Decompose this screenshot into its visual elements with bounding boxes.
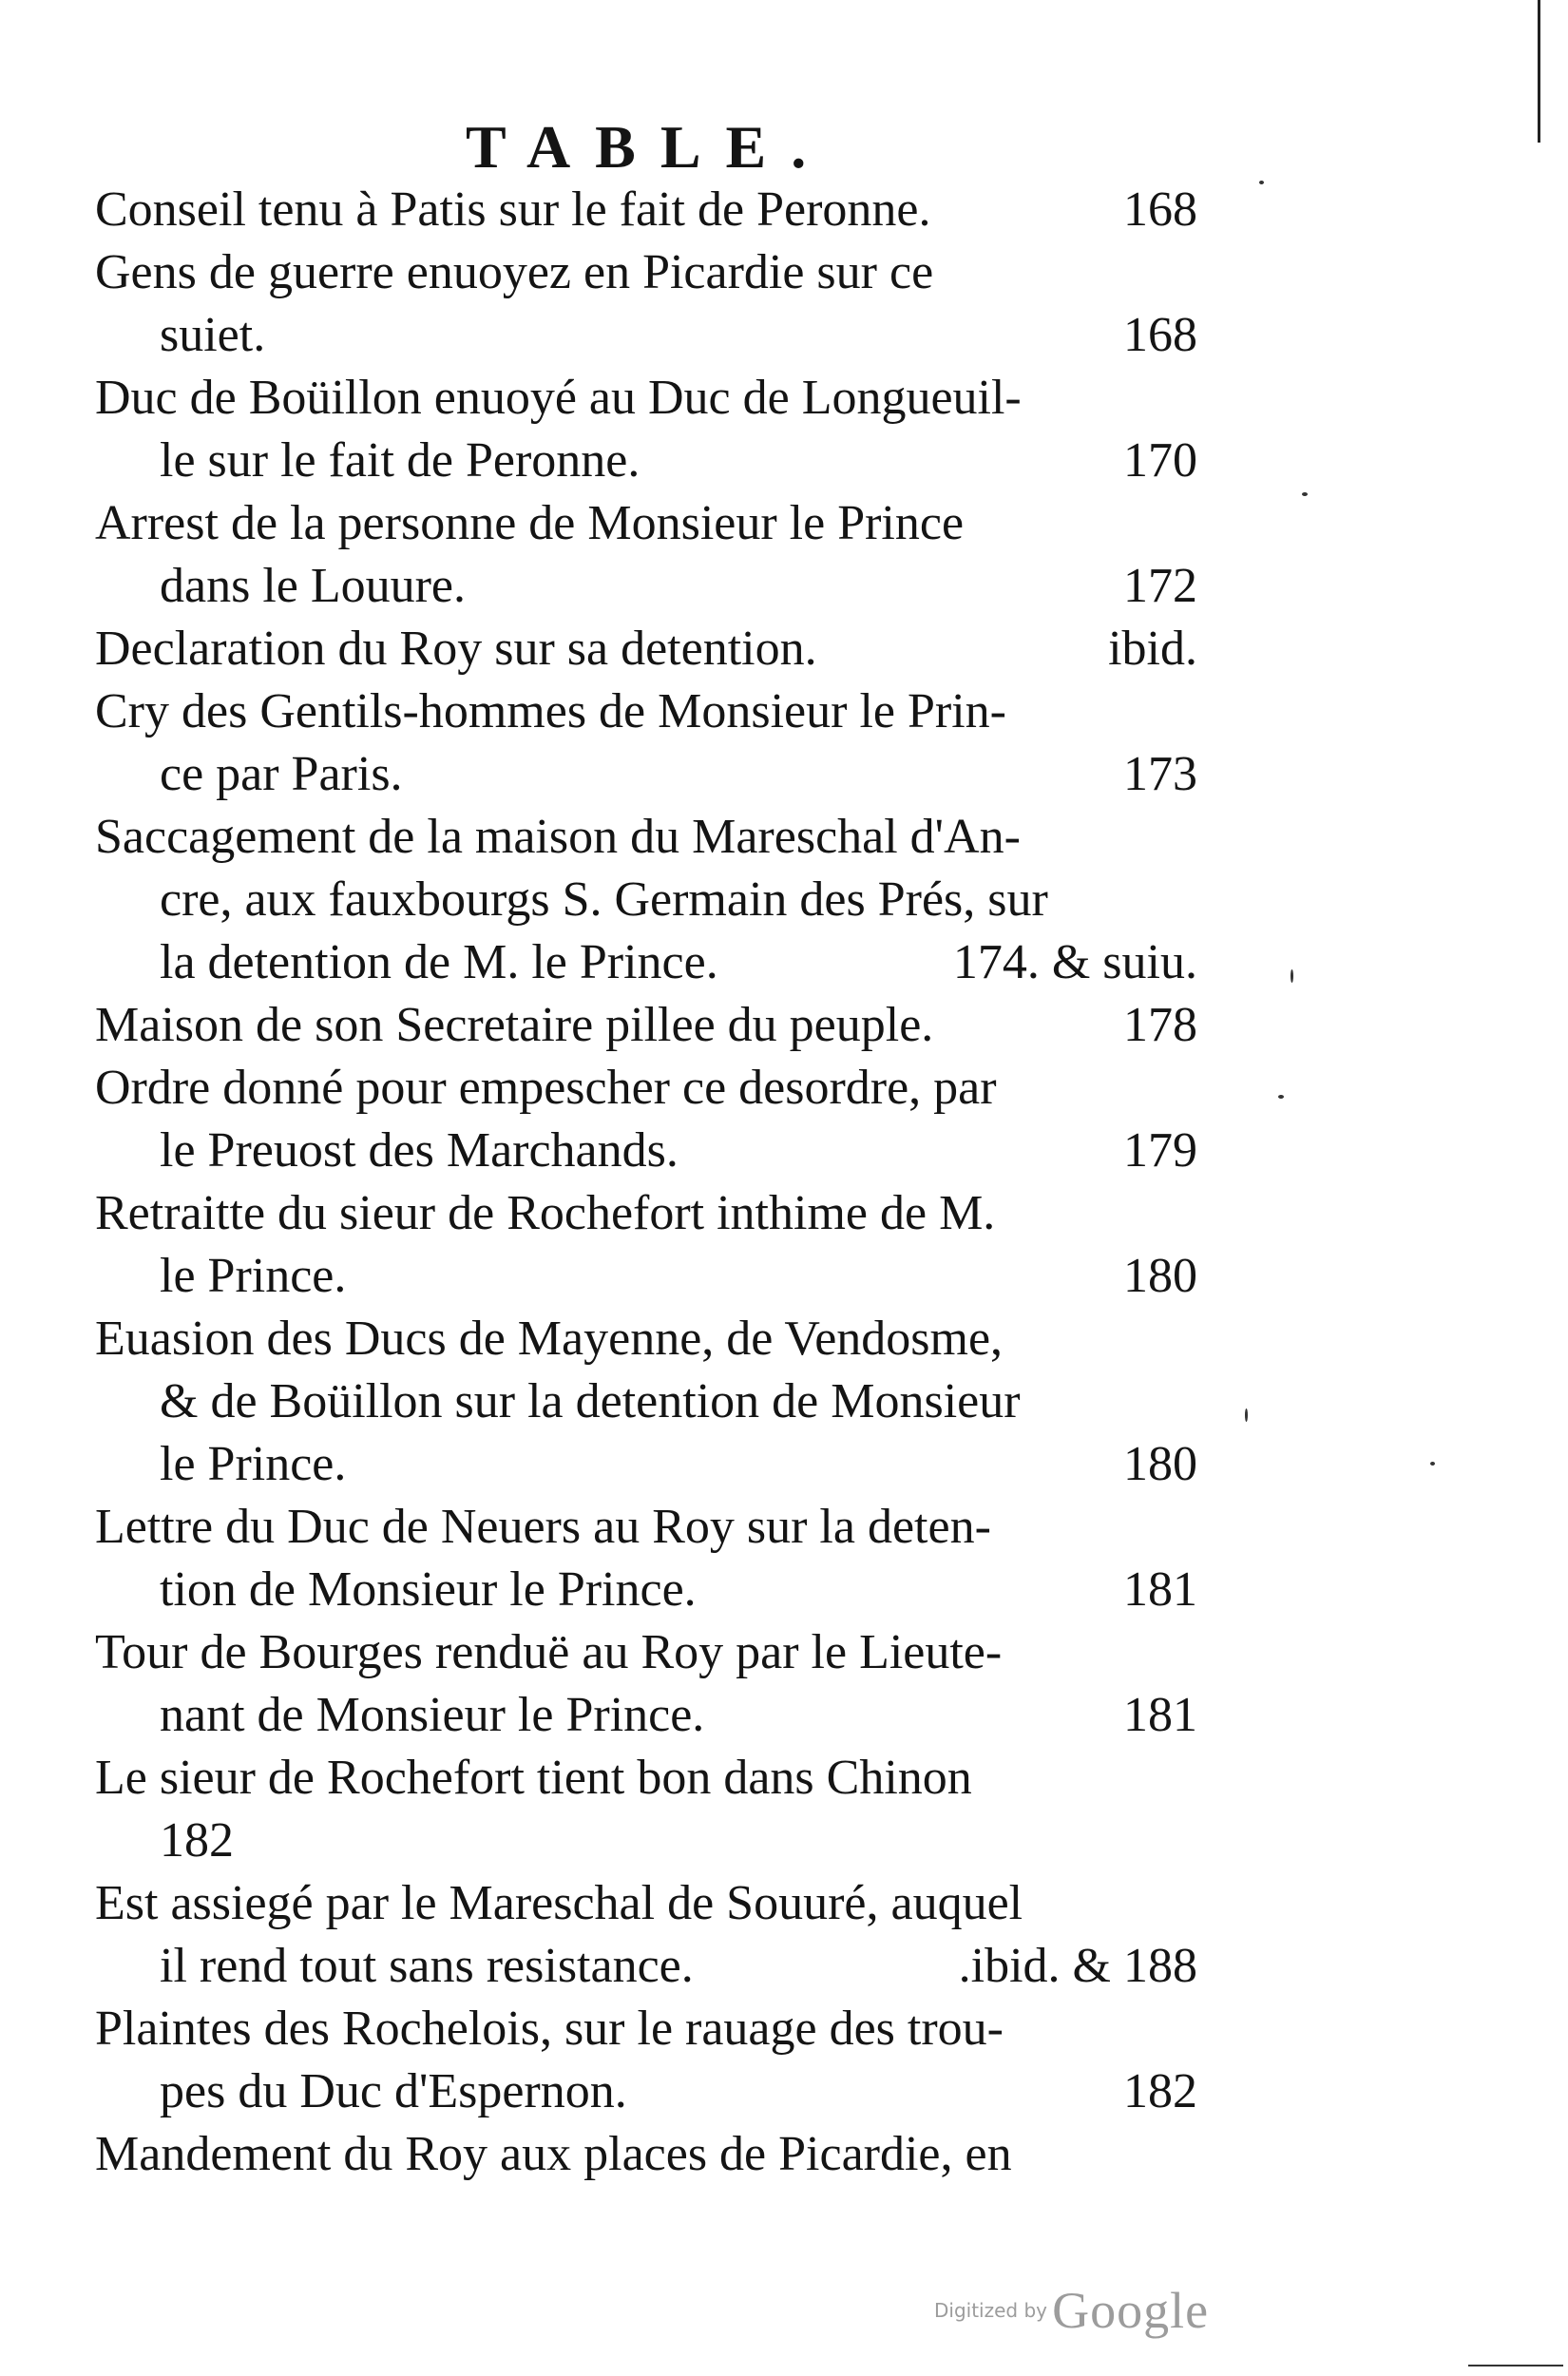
page-reference: 180 (1123, 1437, 1197, 1491)
entry-text: tion de Monsieur le Prince. (160, 1562, 697, 1617)
entry-text: Retraitte du sieur de Rochefort inthime de M. (95, 1186, 996, 1240)
entry-text: Arrest de la personne de Monsieur le Prince (95, 496, 965, 550)
watermark-brand: Google (1052, 2282, 1210, 2339)
entry-text: ce par Paris. (160, 747, 403, 801)
ink-speck (1302, 492, 1308, 496)
watermark-prefix: Digitized by (934, 2299, 1047, 2322)
page-reference: 182 (1123, 2064, 1197, 2118)
entry-text: Lettre du Duc de Neuers au Roy sur la deten- (95, 1500, 991, 1554)
entry-text: le Prince. (160, 1249, 347, 1303)
page-reference: 168 (1123, 308, 1197, 362)
entry-text: Plaintes des Rochelois, sur le rauage des trou- (95, 2002, 1004, 2056)
entry-text: Ordre donné pour empescher ce desordre, par (95, 1061, 997, 1115)
page-reference: ibid. (1108, 622, 1197, 676)
index-entry (95, 2123, 1197, 2186)
index-entry-continuation (95, 1684, 1197, 1747)
page-reference: .ibid. & 188 (958, 1939, 1197, 1993)
entry-text: & de Boüillon sur la detention de Monsieur (160, 1374, 1021, 1428)
ink-speck (1259, 181, 1264, 184)
entry-text: Saccagement de la maison du Mareschal d'An- (95, 810, 1021, 864)
entry-text: Maison de son Secretaire pillee du peuple. (95, 998, 934, 1052)
index-entry (95, 241, 1197, 304)
index-entry-continuation (95, 1433, 1197, 1496)
index-entry (95, 1308, 1197, 1370)
index-entry-continuation (95, 1810, 1197, 1872)
page-reference: 172 (1123, 559, 1197, 613)
index-entry (95, 1872, 1197, 1935)
entry-text: Euasion des Ducs de Mayenne, de Vendosme, (95, 1312, 1004, 1366)
entry-text: Conseil tenu à Patis sur le fait de Peronne. (95, 182, 931, 237)
index-entry-continuation (95, 1935, 1197, 1998)
entry-text: Duc de Boüillon enuoyé au Duc de Longueuil- (95, 371, 1022, 425)
page-reference: 179 (1123, 1123, 1197, 1178)
index-entry-continuation (95, 1370, 1197, 1433)
index-entry (95, 806, 1197, 869)
index-entry (95, 680, 1197, 743)
index-entry-continuation (95, 1120, 1197, 1182)
index-entry-continuation (95, 869, 1197, 931)
index-entry-continuation (95, 2060, 1197, 2123)
page-reference: 174. & suiu. (952, 935, 1197, 989)
page-reference: 181 (1123, 1688, 1197, 1742)
page-bottom-rule (1468, 2365, 1563, 2366)
entry-text: Tour de Bourges renduë au Roy par le Lieute- (95, 1625, 1003, 1679)
entry-text: la detention de M. le Prince. (160, 935, 718, 989)
entry-text: 182 (160, 1813, 234, 1868)
index-entry (95, 1998, 1197, 2060)
index-entry-continuation (95, 931, 1197, 994)
entry-text: le Prince. (160, 1437, 347, 1491)
ink-speck (1245, 1408, 1248, 1422)
entry-text: pes du Duc d'Espernon. (160, 2064, 627, 2118)
page-reference: 170 (1123, 433, 1197, 488)
entry-text: nant de Monsieur le Prince. (160, 1688, 705, 1742)
index-entry (95, 367, 1197, 430)
entry-text: Le sieur de Rochefort tient bon dans Chinon (95, 1751, 972, 1805)
ink-speck (1291, 969, 1293, 983)
entry-text: Gens de guerre enuoyez en Picardie sur ce (95, 245, 934, 299)
index-entries (95, 179, 1197, 2186)
index-entry (95, 179, 1197, 241)
index-entry (95, 994, 1197, 1057)
index-entry-continuation (95, 1245, 1197, 1308)
entry-text: il rend tout sans resistance. (160, 1939, 694, 1993)
entry-text: Est assiegé par le Mareschal de Souuré, auquel (95, 1876, 1023, 1930)
page-reference: 168 (1123, 182, 1197, 237)
index-entry (95, 1182, 1197, 1245)
index-entry (95, 1496, 1197, 1559)
entry-text: le sur le fait de Peronne. (160, 433, 641, 488)
index-entry (95, 1747, 1197, 1810)
index-entry-continuation (95, 304, 1197, 367)
page-reference: 180 (1123, 1249, 1197, 1303)
index-entry-continuation (95, 555, 1197, 618)
index-entry-continuation (95, 1559, 1197, 1621)
page-reference: 178 (1123, 998, 1197, 1052)
page-reference: 173 (1123, 747, 1197, 801)
ink-speck (1430, 1462, 1435, 1466)
index-entry-continuation (95, 743, 1197, 806)
digitized-watermark (934, 2281, 1209, 2347)
entry-text: Declaration du Roy sur sa detention. (95, 622, 817, 676)
entry-text: suiet. (160, 308, 266, 362)
entry-text: Mandement du Roy aux places de Picardie, en (95, 2127, 1012, 2181)
entry-text: Cry des Gentils-hommes de Monsieur le Prin- (95, 684, 1006, 738)
index-entry (95, 492, 1197, 555)
index-entry (95, 618, 1197, 680)
running-head: TABLE. (466, 113, 832, 181)
index-entry (95, 1621, 1197, 1684)
ink-speck (1278, 1095, 1284, 1099)
entry-text: le Preuost des Marchands. (160, 1123, 679, 1178)
entry-text: dans le Louure. (160, 559, 467, 613)
entry-text: cre, aux fauxbourgs S. Germain des Prés, sur (160, 872, 1048, 927)
page-reference: 181 (1123, 1562, 1197, 1617)
page-edge-rule (1538, 0, 1540, 143)
index-entry-continuation (95, 430, 1197, 492)
index-entry (95, 1057, 1197, 1120)
